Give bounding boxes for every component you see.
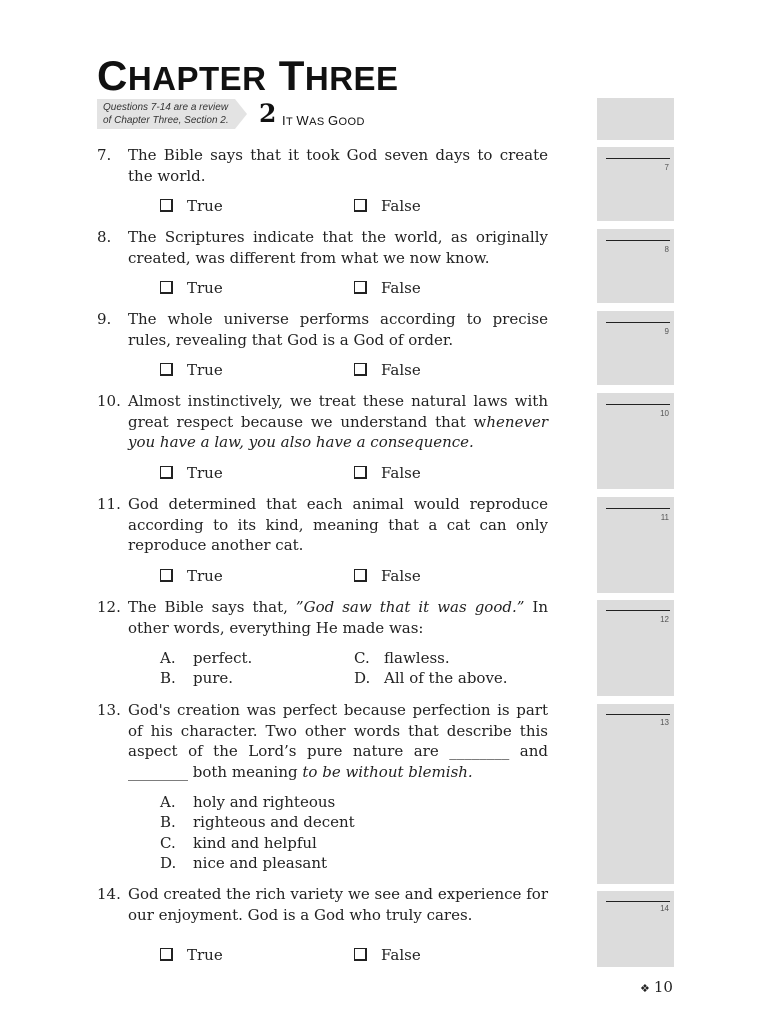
chapter-title-word1: HAPTER <box>127 60 267 97</box>
true-option[interactable] <box>160 360 223 380</box>
choice-letter: D. <box>160 854 177 872</box>
answer-line-8[interactable] <box>606 240 670 241</box>
option-label: False <box>381 464 421 482</box>
false-option[interactable] <box>354 360 421 380</box>
option-label: True <box>187 361 223 379</box>
choice-text: pure. <box>193 669 234 687</box>
answer-box-14 <box>597 891 674 967</box>
true-option[interactable] <box>160 463 223 483</box>
page-number: 10 <box>653 978 673 996</box>
choice-letter: C. <box>160 834 176 852</box>
checkbox-icon[interactable] <box>354 199 367 212</box>
question-text-part: Almost instinctively, we treat these natural laws with great respect because we understand that w <box>128 392 548 431</box>
choice-text: perfect. <box>193 649 253 667</box>
choice-letter: A. <box>160 793 176 811</box>
chapter-title <box>97 52 399 100</box>
option-label: True <box>187 464 223 482</box>
section-name-part: I <box>282 113 287 128</box>
answer-line-13[interactable] <box>606 714 670 715</box>
review-note-line2: of Chapter Three, Section 2. <box>103 115 229 126</box>
checkbox-icon[interactable] <box>160 466 173 479</box>
checkbox-icon[interactable] <box>354 363 367 376</box>
answer-label-13: 13 <box>660 718 669 727</box>
true-option[interactable] <box>160 278 223 298</box>
checkbox-icon[interactable] <box>354 281 367 294</box>
option-label: False <box>381 361 421 379</box>
answer-label-8: 8 <box>664 245 669 254</box>
question-text: The Scriptures indicate that the world, as originally created, was different from what we now know. <box>128 228 548 267</box>
answer-label-14: 14 <box>660 904 669 913</box>
question-number: 9. <box>97 310 112 328</box>
question-text-part: God's creation was perfect because perfection is part of his character. Two other words that describe this aspect of the Lord’s pure nature are ________ and ________ both meaning <box>128 701 548 781</box>
choice-option[interactable] <box>354 668 508 688</box>
false-option[interactable] <box>354 463 421 483</box>
section-name-part: T <box>286 116 293 128</box>
section-name-part: G <box>328 113 339 128</box>
choice-option[interactable] <box>160 792 335 812</box>
section-name-part: W <box>296 113 310 128</box>
answer-label-11: 11 <box>660 513 669 522</box>
answer-box-11 <box>597 497 674 593</box>
answer-box-13 <box>597 704 674 884</box>
question-text-part: In other words, everything He made was: <box>128 598 549 637</box>
question-text <box>128 597 548 638</box>
choice-text: kind and helpful <box>193 834 317 852</box>
option-label: False <box>381 197 421 215</box>
choice-option[interactable] <box>160 853 327 873</box>
answer-label-10: 10 <box>660 409 669 418</box>
true-option[interactable] <box>160 566 223 586</box>
checkbox-icon[interactable] <box>354 466 367 479</box>
question-text: The whole universe performs according to precise rules, revealing that God is a God of order. <box>128 310 548 349</box>
question-text: God determined that each animal would reproduce according to its kind, meaning that a cat can only reproduce another cat. <box>128 495 548 554</box>
checkbox-icon[interactable] <box>160 569 173 582</box>
option-label: True <box>187 279 223 297</box>
choice-text: righteous and decent <box>193 813 355 831</box>
chapter-title-initial2: T <box>278 52 305 99</box>
review-note-text <box>103 101 241 127</box>
checkbox-icon[interactable] <box>354 569 367 582</box>
option-label: False <box>381 279 421 297</box>
choice-option[interactable] <box>160 833 317 853</box>
question-text: The Bible says that it took God seven days to create the world. <box>128 146 548 185</box>
choice-text: All of the above. <box>384 669 508 687</box>
question-text: God created the rich variety we see and experience for our enjoyment. God is a God who truly cares. <box>128 885 548 924</box>
answer-label-12: 12 <box>660 615 669 624</box>
false-option[interactable] <box>354 278 421 298</box>
checkbox-icon[interactable] <box>160 363 173 376</box>
answer-line-12[interactable] <box>606 610 670 611</box>
answer-label-9: 9 <box>664 327 669 336</box>
option-label: False <box>381 567 421 585</box>
true-option[interactable] <box>160 196 223 216</box>
checkbox-icon[interactable] <box>160 281 173 294</box>
choice-text: nice and pleasant <box>193 854 328 872</box>
question-number: 10. <box>97 392 121 410</box>
page-footer <box>640 978 673 996</box>
question-number: 11. <box>97 495 121 513</box>
chapter-title-word2: HREE <box>304 60 399 97</box>
choice-option[interactable] <box>160 668 233 688</box>
false-option[interactable] <box>354 196 421 216</box>
question-number: 14. <box>97 885 121 903</box>
checkbox-icon[interactable] <box>160 948 173 961</box>
answer-line-14[interactable] <box>606 901 670 902</box>
question-text-italic: ”God saw that it was good.” <box>295 598 525 616</box>
answer-label-7: 7 <box>664 163 669 172</box>
choice-option[interactable] <box>354 648 450 668</box>
option-label: False <box>381 946 421 964</box>
false-option[interactable] <box>354 945 421 965</box>
review-note <box>97 99 247 129</box>
answer-line-10[interactable] <box>606 404 670 405</box>
question-number: 8. <box>97 228 112 246</box>
false-option[interactable] <box>354 566 421 586</box>
answer-line-11[interactable] <box>606 508 670 509</box>
question-text-part: The Bible says that, <box>128 598 296 616</box>
true-option[interactable] <box>160 945 223 965</box>
checkbox-icon[interactable] <box>354 948 367 961</box>
question-text <box>128 700 548 782</box>
question-number: 13. <box>97 701 121 719</box>
choice-letter: B. <box>160 669 176 687</box>
choice-option[interactable] <box>160 812 355 832</box>
choice-text: holy and righteous <box>193 793 336 811</box>
choice-letter: D. <box>354 669 371 687</box>
section-name-part: OOD <box>338 116 365 128</box>
choice-text: flawless. <box>384 649 450 667</box>
section-number: 2 <box>259 99 277 128</box>
chapter-title-initial: C <box>97 52 128 99</box>
question-text-italic: henever you have a law, you also have a consequence. <box>128 412 548 451</box>
question-text <box>128 391 548 453</box>
choice-letter: A. <box>160 649 176 667</box>
choice-letter: B. <box>160 813 176 831</box>
option-label: True <box>187 567 223 585</box>
diamond-icon: ❖ <box>640 982 650 995</box>
question-text-italic: to be without blemish. <box>302 762 473 781</box>
answer-box-10 <box>597 393 674 489</box>
choice-option[interactable] <box>160 648 252 668</box>
choice-letter: C. <box>354 649 370 667</box>
option-label: True <box>187 197 223 215</box>
answer-line-9[interactable] <box>606 322 670 323</box>
answer-line-7[interactable] <box>606 158 670 159</box>
section-name-part: AS <box>309 116 325 128</box>
answer-column-header-box <box>597 98 674 140</box>
checkbox-icon[interactable] <box>160 199 173 212</box>
question-number: 7. <box>97 146 112 164</box>
section-name <box>282 113 365 128</box>
option-label: True <box>187 946 223 964</box>
review-note-line1: Questions 7-14 are a review <box>103 102 229 113</box>
question-number: 12. <box>97 598 121 616</box>
